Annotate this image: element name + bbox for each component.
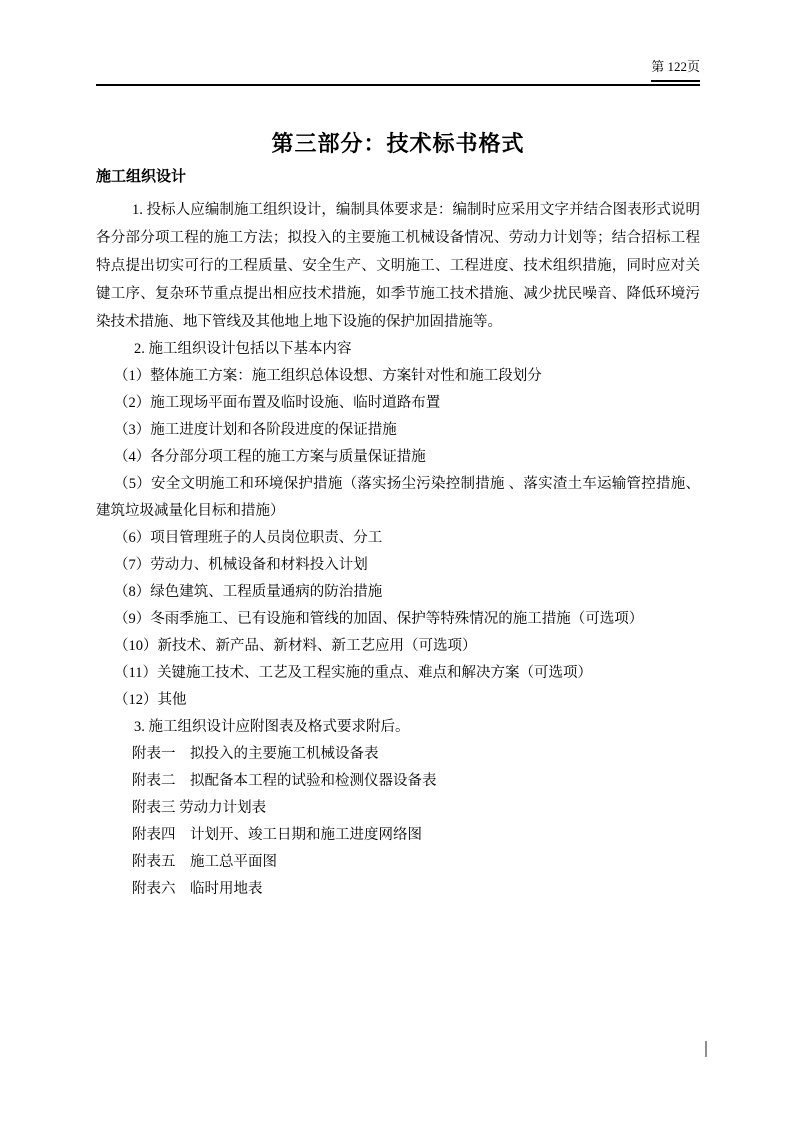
content-column — [96, 56, 700, 903]
list-item-1: （1）整体施工方案：施工组织总体设想、方案针对性和施工段划分 — [114, 368, 542, 384]
appendix-table-5: 附表五 施工总平面图 — [132, 854, 277, 870]
list-item-7: （7）劳动力、机械设备和材料投入计划 — [114, 557, 368, 573]
appendix-table-1: 附表一 拟投入的主要施工机械设备表 — [132, 746, 379, 762]
page-header — [96, 56, 700, 86]
list-item-12: （12）其他 — [114, 692, 187, 708]
appendix-table-2: 附表二 拟配备本工程的试验和检测仪器设备表 — [132, 773, 437, 789]
paragraph-2: 2. 施工组织设计包括以下基本内容 — [134, 341, 352, 357]
list-item-9: （9）冬雨季施工、已有设施和管线的加固、保护等特殊情况的施工措施（可选项） — [114, 611, 644, 627]
paragraph-1: 1. 投标人应编制施工组织设计，编制具体要求是：编制时应采用文字并结合图表形式说明各分部分项工程的施工方法；拟投入的主要施工机械设备情况、劳动力计划等；结合招标工程特点提出切实可行的工程质量、安全生产、文明施工、工程进度、技术组织措施，同时应对关键工序、复杂环节重点提出相应技术措施，如季节施工技术措施、减少扰民噪音、降低环境污染技术措施、地下管线及其他地上地下设施的保护加固措施等。 — [96, 202, 700, 330]
list-item-8: （8）绿色建筑、工程质量通病的防治措施 — [114, 584, 383, 600]
paragraph-3: 3. 施工组织设计应附图表及格式要求附后。 — [134, 719, 410, 735]
list-item-3: （3）施工进度计划和各阶段进度的保证措施 — [114, 422, 397, 438]
page-number: 第 122页 — [651, 56, 700, 82]
list-item-10: （10）新技术、新产品、新材料、新工艺应用（可选项） — [114, 638, 477, 654]
appendix-table-3: 附表三 劳动力计划表 — [132, 800, 267, 816]
list-item-2: （2）施工现场平面布置及临时设施、临时道路布置 — [114, 395, 441, 411]
list-item-11: （11）关键施工技术、工艺及工程实施的重点、难点和解决方案（可选项） — [114, 665, 592, 681]
list-item-5: （5）安全文明施工和环境保护措施（落实扬尘污染控制措施 、落实渣土车运输管控措施、建筑垃圾减量化目标和措施） — [96, 476, 700, 519]
list-item-4: （4）各分部分项工程的施工方案与质量保证措施 — [114, 449, 426, 465]
section-heading: 施工组织设计 — [96, 168, 187, 185]
text-cursor-mark — [705, 1041, 707, 1057]
document-title: 第三部分：技术标书格式 — [271, 131, 525, 156]
list-item-6: （6）项目管理班子的人员岗位职责、分工 — [114, 530, 383, 546]
appendix-table-6: 附表六 临时用地表 — [132, 881, 263, 897]
appendix-table-4: 附表四 计划开、竣工日期和施工进度网络图 — [132, 827, 422, 843]
